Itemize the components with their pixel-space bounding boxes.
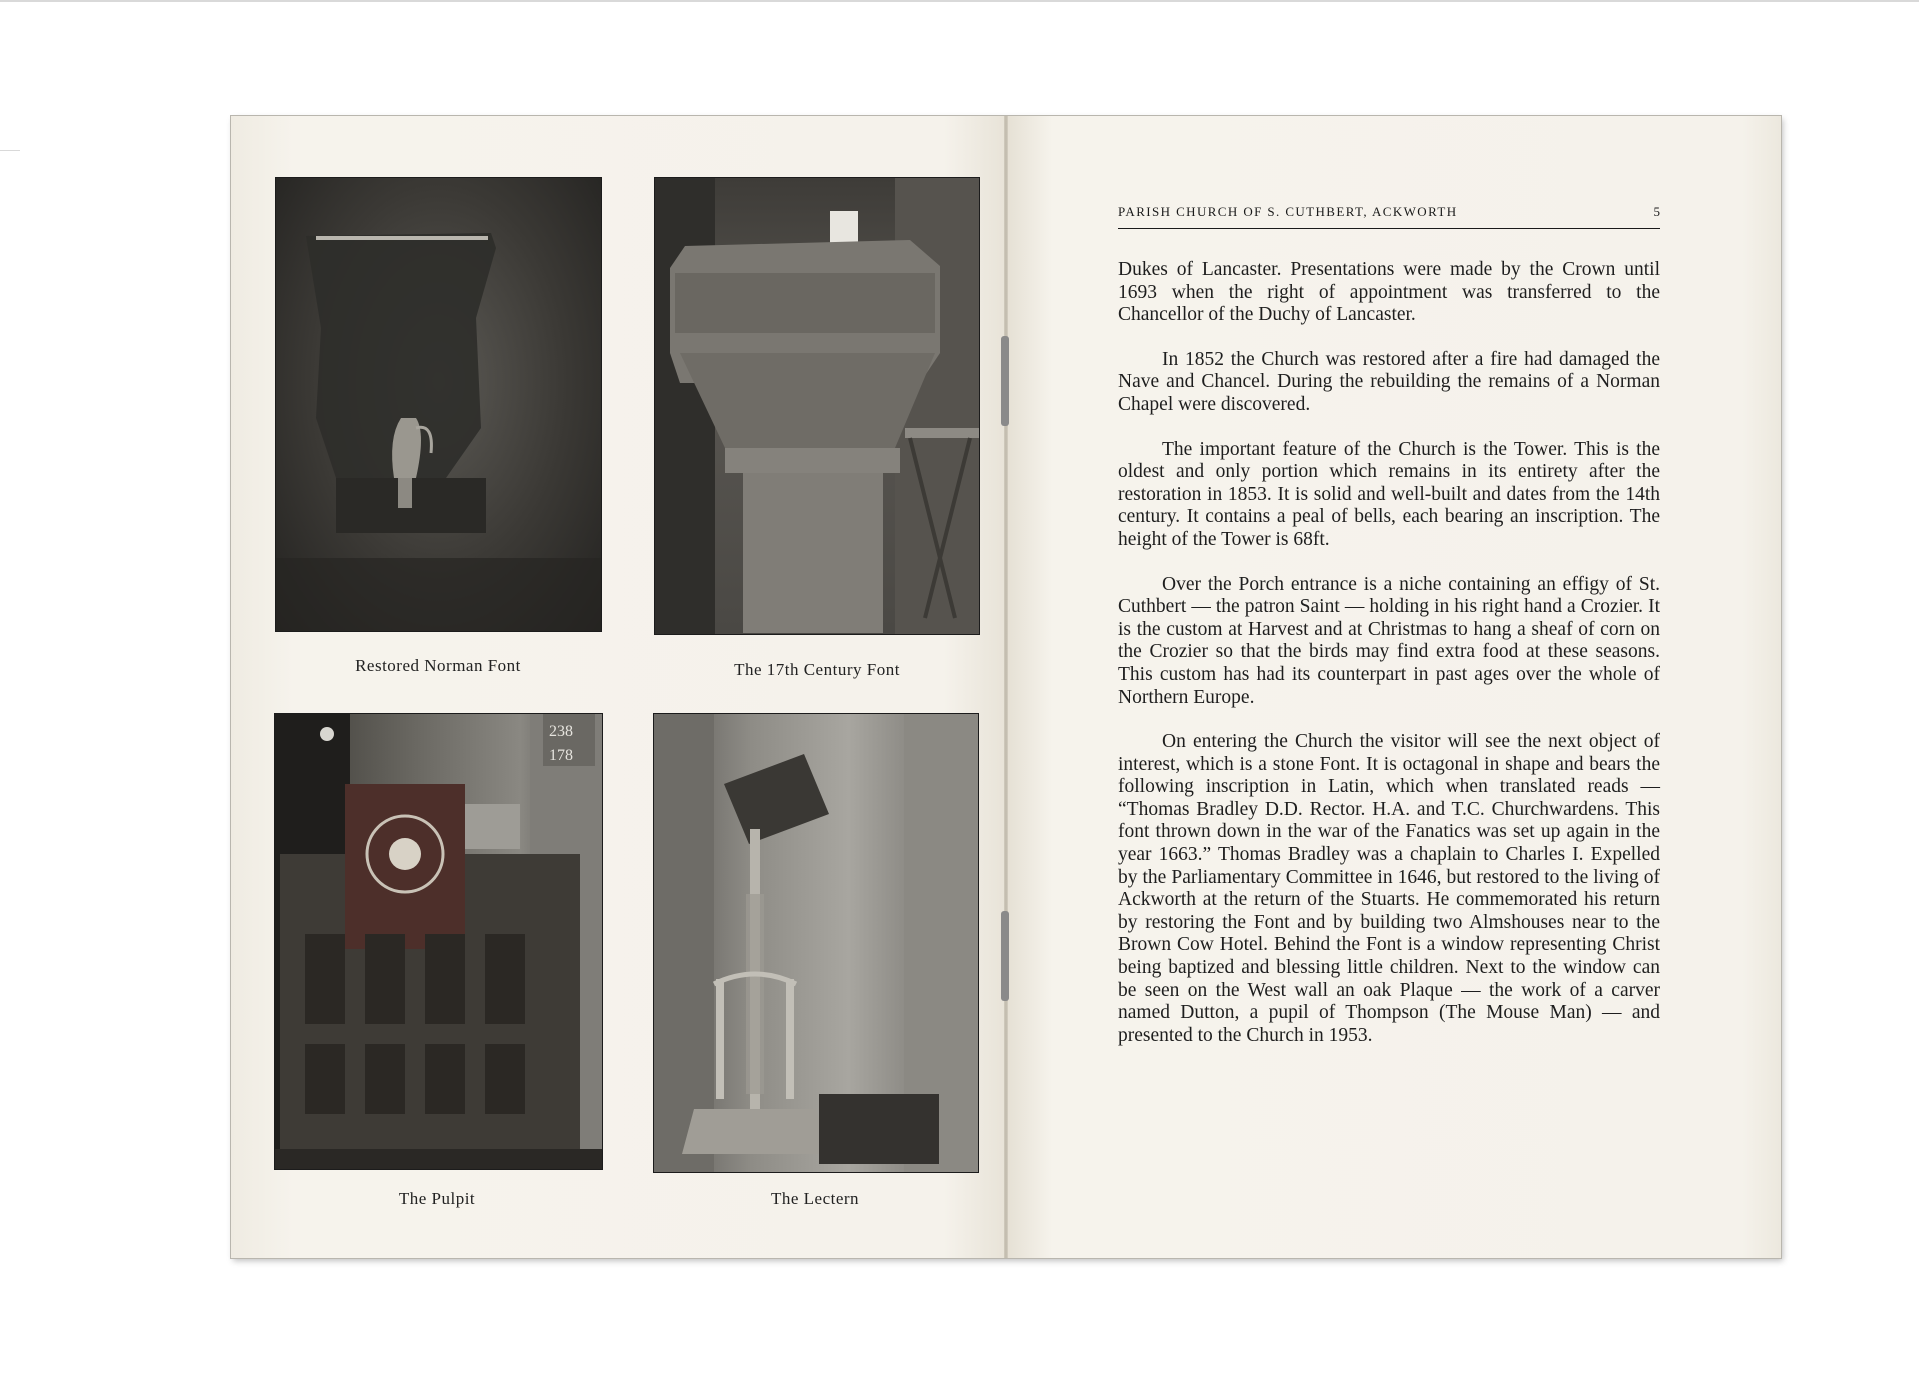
- running-head: [1118, 204, 1660, 229]
- left-page: [231, 116, 1006, 1258]
- norman-font-illustration: [276, 178, 601, 631]
- right-page: [1006, 116, 1781, 1258]
- photo-lectern: [653, 713, 979, 1173]
- hymn-number-2: 178: [549, 747, 573, 764]
- paragraph-restoration-1852: In 1852 the Church was restored after a fire had damaged the Nave and Chancel. During the rebuilding the remains of a Norman Chapel were discovered.: [1118, 348, 1660, 415]
- caption-lectern: The Lectern: [770, 1189, 860, 1208]
- photo-17th-century-font: [654, 177, 980, 635]
- paragraph-stone-font: On entering the Church the visitor will see the next object of interest, which is a stone Font. It is octagonal in shape and bears the following inscription in Latin, which when translated reads — “Thomas Bradley D.D. Rector. H.A. and T.C. Churchwardens. This font thrown down in the war of the Fanatics was set up again in the year 1663.” Thomas Bradley was a chaplain to Charles I. Expelled by the Parliamentary Committee in 1646, but restored to the living of Ackworth at the return of the Stuarts. He commemorated his return by restoring the Font and by building two Almshouses near to the Brown Cow Hotel. Behind the Font is a window representing Christ being baptized and blessing little children. Next to the window can be seen on the West wall an oak Plaque — the work of a carver named Dutton, a pupil of Thompson (The Mouse Man) — and presented to the Church in 1953.: [1118, 731, 1660, 1046]
- staple-bottom: [1001, 911, 1009, 1001]
- paragraph-tower: The important feature of the Church is the Tower. This is the oldest and only portion which remains in its entirety after the restoration in 1853. It is solid and well-built and dates from the 14th century. It contains a peal of bells, each bearing an inscription. The height of the Tower is 68ft.: [1118, 438, 1660, 550]
- paragraph-lancaster: Dukes of Lancaster. Presentations were made by the Crown until 1693 when the right of appointment was transferred to the Chancellor of the Duchy of Lancaster.: [1118, 259, 1660, 326]
- scan-left-mark: [0, 150, 20, 151]
- page-number: 5: [1653, 204, 1660, 219]
- pulpit-illustration: [275, 714, 602, 1169]
- centre-fold: [1004, 116, 1008, 1258]
- caption-17th-century-font: The 17th Century Font: [734, 660, 900, 679]
- paragraph-porch-niche: Over the Porch entrance is a niche containing an effigy of St. Cuthbert — the patron Saint — holding in his right hand a Crozier. It is the custom at Harvest and at Christmas to hang a sheaf of corn on the Crozier so that the birds may find extra food at these seasons. This custom has had its counterpart in past ages over the whole of Northern Europe.: [1118, 573, 1660, 708]
- staple-top: [1001, 336, 1009, 426]
- 17th-century-font-illustration: [655, 178, 979, 634]
- hymn-number-1: 238: [549, 723, 573, 740]
- caption-norman-font: Restored Norman Font: [355, 656, 521, 675]
- photo-norman-font: [275, 177, 602, 632]
- photo-pulpit: [274, 713, 603, 1170]
- running-head-title: PARISH CHURCH OF S. CUTHBERT, ACKWORTH: [1118, 204, 1458, 219]
- body-text: [1118, 259, 1660, 1069]
- open-booklet: [231, 116, 1781, 1258]
- caption-pulpit: The Pulpit: [398, 1189, 476, 1208]
- lectern-illustration: [654, 714, 978, 1172]
- scan-top-edge: [0, 0, 1919, 2]
